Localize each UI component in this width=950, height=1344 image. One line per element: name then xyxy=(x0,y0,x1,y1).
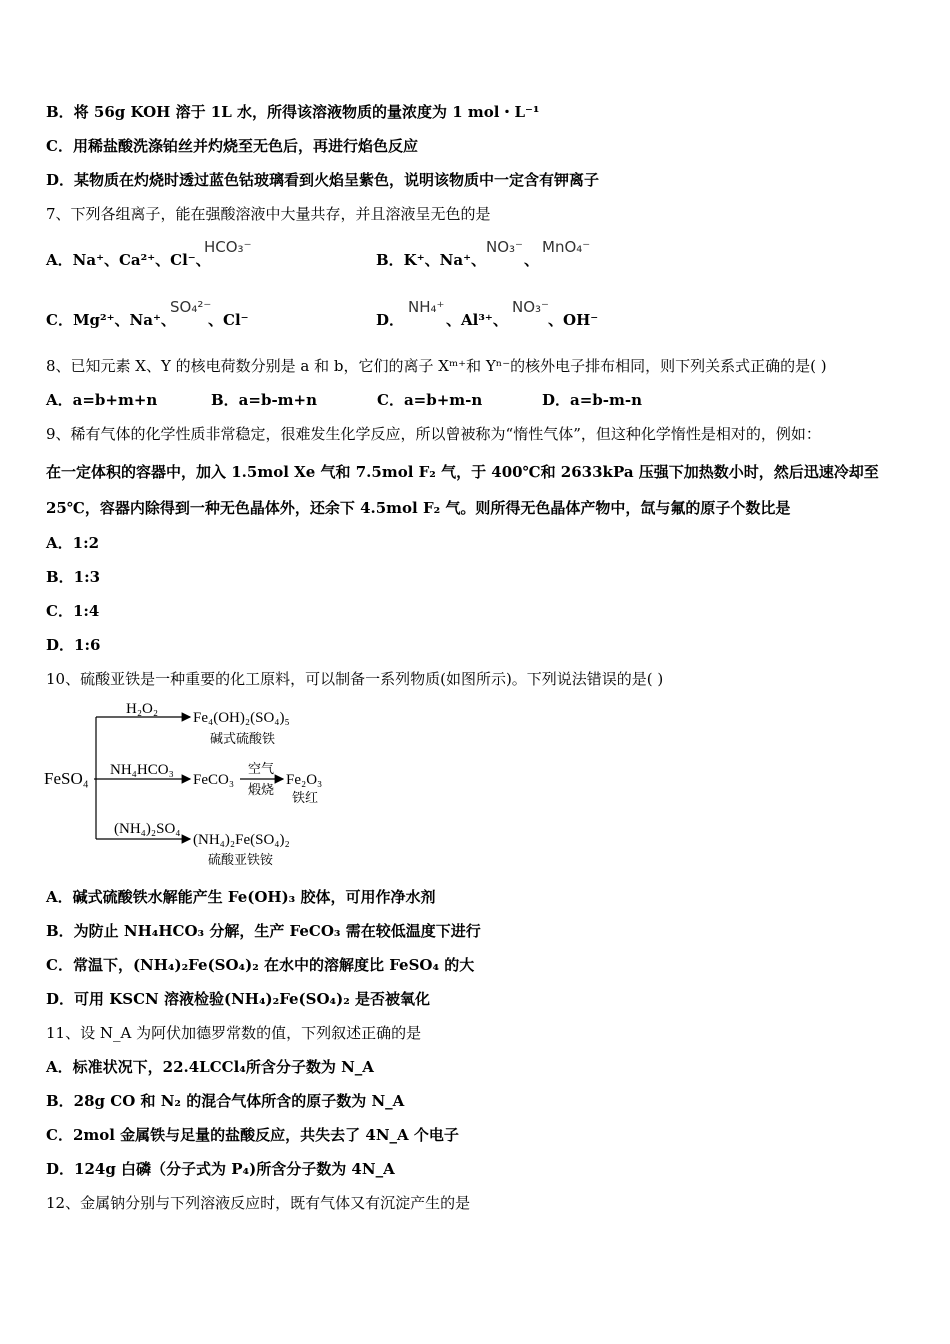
diagram-r1-name: 碱式硫酸铁 xyxy=(210,731,276,746)
diagram-r2-final: Fe₂O₃ xyxy=(286,772,323,788)
q9-line3: 25℃，容器内除得到一种无色晶体外，还余下 4.5mol F₂ 气。则所得无色晶体产物中，氙与氟的原子个数比是 xyxy=(46,499,791,517)
diagram-r2-reagent: NH₄HCO₃ xyxy=(110,762,174,778)
q6-option-b: B．将 56g KOH 溶于 1L 水，所得该溶液物质的量浓度为 1 mol・L⁻¹ xyxy=(46,103,540,121)
q10-option-c: C．常温下，(NH₄)₂Fe(SO₄)₂ 在水中的溶解度比 FeSO₄ 的大 xyxy=(46,956,475,974)
q11-option-b: B．28g CO 和 N₂ 的混合气体所含的原子数为 N_A xyxy=(46,1092,405,1110)
q7-option-d xyxy=(376,310,404,330)
q8-option-c: C．a=b+m-n xyxy=(377,391,483,409)
q7-option-a xyxy=(46,250,211,270)
q8-stem: 8、已知元素 X、Y 的核电荷数分别是 a 和 b，它们的离子 Xᵐ⁺和 Yⁿ⁻的核外电子排布相同，则下列关系式正确的是( ) xyxy=(46,357,827,375)
q7-stem: 7、下列各组离子，能在强酸溶液中大量共存，并且溶液呈无色的是 xyxy=(46,205,491,223)
q8-option-d: D．a=b-m-n xyxy=(542,391,643,409)
q8-option-b: B．a=b-m+n xyxy=(211,391,318,409)
diagram-r1-reagent: H₂O₂ xyxy=(126,701,159,717)
q7-option-a-ion: HCO₃⁻ xyxy=(204,238,252,256)
q10-option-b: B．为防止 NH₄HCO₃ 分解，生产 FeCO₃ 需在较低温度下进行 xyxy=(46,922,481,940)
q7-option-b-text: B．K⁺、Na⁺、 xyxy=(376,251,486,269)
q7-option-d-mid: 、Al³⁺、 xyxy=(446,311,508,329)
diagram-r2-cond-top: 空气 xyxy=(248,761,275,776)
q7-option-c-ion: SO₄²⁻ xyxy=(170,298,212,316)
q9-line2: 在一定体积的容器中，加入 1.5mol Xe 气和 7.5mol F₂ 气，于 400℃和 2633kPa 压强下加热数小时，然后迅速冷却至 xyxy=(46,463,879,481)
q7-option-b-sep: 、 xyxy=(524,251,540,269)
diagram-r3-product: (NH₄)₂Fe(SO₄)₂ xyxy=(193,832,290,848)
q11-stem: 11、设 N_A 为阿伏加德罗常数的值，下列叙述正确的是 xyxy=(46,1024,422,1042)
q7-option-b xyxy=(376,250,486,270)
q7-option-b-ion1: NO₃⁻ xyxy=(486,238,523,256)
q12-stem: 12、金属钠分别与下列溶液反应时，既有气体又有沉淀产生的是 xyxy=(46,1194,471,1212)
q7-option-d-ion1: NH₄⁺ xyxy=(408,298,445,316)
diagram-r2-name: 铁红 xyxy=(292,790,319,805)
q8-option-a: A．a=b+m+n xyxy=(46,391,158,409)
diagram-r3-name: 硫酸亚铁铵 xyxy=(208,852,274,867)
q7-option-c-text: C．Mg²⁺、Na⁺、 xyxy=(46,311,176,329)
q9-option-a: A．1:2 xyxy=(46,534,100,552)
q11-option-c: C．2mol 金属铁与足量的盐酸反应，共失去了 4N_A 个电子 xyxy=(46,1126,459,1144)
q7-option-c-suffix: 、Cl⁻ xyxy=(208,311,249,329)
q10-stem: 10、硫酸亚铁是一种重要的化工原料，可以制备一系列物质(如图所示)。下列说法错误的是( ) xyxy=(46,670,664,688)
q9-option-d: D．1:6 xyxy=(46,636,101,654)
q11-option-a: A．标准状况下，22.4LCCl₄所含分子数为 N_A xyxy=(46,1058,374,1076)
q7-option-a-text: A．Na⁺、Ca²⁺、Cl⁻、 xyxy=(46,251,211,269)
q9-option-c: C．1:4 xyxy=(46,602,100,620)
diagram-r2-cond-bottom: 煅烧 xyxy=(248,782,275,797)
q11-option-d: D．124g 白磷（分子式为 P₄)所含分子数为 4N_A xyxy=(46,1160,395,1178)
diagram-r3-reagent: (NH₄)₂SO₄ xyxy=(114,821,181,837)
q7-option-c xyxy=(46,310,176,330)
q9-line1: 9、稀有气体的化学性质非常稳定，很难发生化学反应，所以曾被称为“惰性气体”，但这种化学惰性是相对的，例如： xyxy=(46,425,821,443)
q7-option-b-ion2: MnO₄⁻ xyxy=(542,238,591,256)
q7-option-d-text: D． xyxy=(376,311,405,329)
q7-option-d-ion2: NO₃⁻ xyxy=(512,298,549,316)
diagram-r2-product: FeCO₃ xyxy=(193,772,235,788)
q7-option-d-suffix: 、OH⁻ xyxy=(548,311,599,329)
q10-option-a: A．碱式硫酸铁水解能产生 Fe(OH)₃ 胶体，可用作净水剂 xyxy=(46,888,436,906)
diagram-r1-product: Fe₄(OH)₂(SO₄)₅ xyxy=(193,710,290,726)
q10-option-d: D．可用 KSCN 溶液检验(NH₄)₂Fe(SO₄)₂ 是否被氧化 xyxy=(46,990,431,1008)
q10-reaction-diagram xyxy=(40,696,340,872)
diagram-start-feso4: FeSO₄ xyxy=(44,769,89,788)
q6-option-c: C．用稀盐酸洗涤铂丝并灼烧至无色后，再进行焰色反应 xyxy=(46,137,418,155)
q6-option-d: D．某物质在灼烧时透过蓝色钴玻璃看到火焰呈紫色，说明该物质中一定含有钾离子 xyxy=(46,171,600,189)
q9-option-b: B．1:3 xyxy=(46,568,101,586)
